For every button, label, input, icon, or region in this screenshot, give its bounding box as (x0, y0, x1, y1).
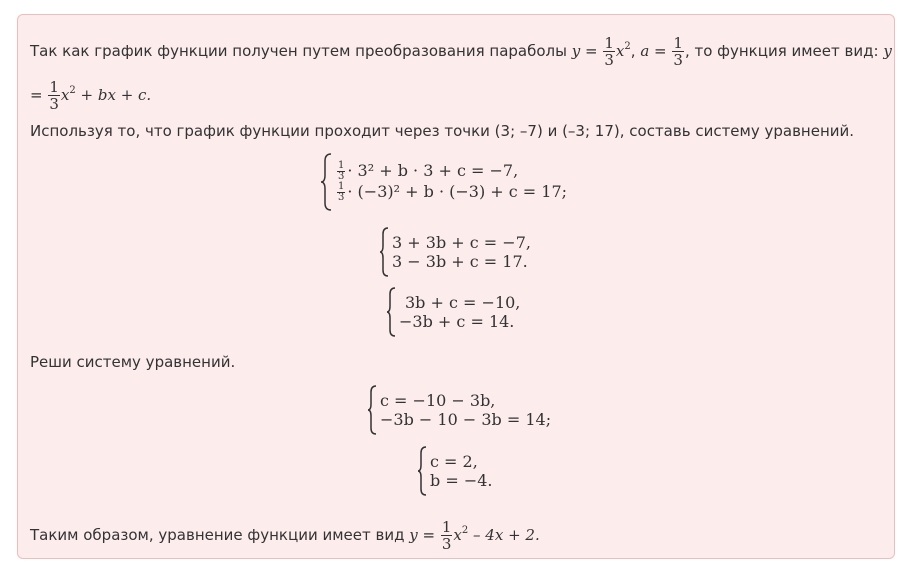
left-brace-icon (320, 153, 332, 211)
left-brace-icon (367, 385, 377, 435)
a-value-fraction: $\frac{1}{3}$ (673, 34, 683, 69)
left-brace-icon (379, 227, 389, 277)
y-variable: y (571, 42, 581, 60)
conclusion-line: Таким образом, уравнение функции имеет вид y = $\frac{1}{3}$ $x^2 - 4x + 2$. (30, 518, 540, 553)
x-variable: x (615, 42, 625, 60)
exponent: 2 (624, 41, 631, 52)
a-variable: a (640, 42, 650, 60)
intro-line-1: Так как график функции получен путем преобразования параболы y = $\frac{1}{3}$ $x^2$, a = $\frac{1}{3}$ , то функция имеет вид: y (30, 34, 892, 69)
using-points-text: Используя то, что график функции проходит через точки (3; –7) и (–3; 17), составь систему уравнений. (30, 122, 855, 140)
system-2-eq-1: 3 + 3b + c = −7, (392, 233, 531, 252)
line2-rest: + bx + c. (80, 86, 152, 104)
intro-line-2: = $\frac{1}{3}$ $x^2$ + bx + c. (30, 78, 152, 113)
one-third-fraction: $\frac{1}{3}$ (604, 34, 614, 69)
solution-card (17, 14, 895, 559)
line2-fraction: $\frac{1}{3}$ (49, 78, 59, 113)
system-4-eq-1: c = −10 − 3b, (380, 391, 496, 410)
intro-text-after: , то функция имеет вид: (684, 42, 879, 60)
left-brace-icon (386, 287, 396, 337)
system-4 (367, 385, 551, 435)
conclusion-text: Таким образом, уравнение функции имеет вид (30, 526, 405, 544)
system-2-eq-2: 3 − 3b + c = 17. (392, 252, 528, 271)
system-5 (417, 446, 493, 496)
solve-text: Реши систему уравнений. (30, 353, 236, 371)
conclusion-rest: – 4x + 2. (473, 526, 540, 544)
conclusion-fraction: $\frac{1}{3}$ (441, 518, 452, 553)
system-3-eq-2: −3b + c = 14. (399, 312, 515, 331)
system-1 (320, 153, 567, 211)
intro-text: Так как график функции получен путем преобразования параболы (30, 42, 567, 60)
system-5-eq-2: b = −4. (430, 471, 493, 490)
system-3-eq-1: 3b + c = −10, (405, 293, 521, 312)
system-2 (379, 227, 531, 277)
system-3 (386, 287, 520, 337)
left-brace-icon (417, 446, 427, 496)
system-4-eq-2: −3b − 10 − 3b = 14; (380, 410, 552, 429)
system-1-eq-1: $\frac{1}{3}$ · 3² + b · 3 + c = −7, (338, 160, 519, 182)
system-1-eq-2: $\frac{1}{3}$ · (−3)² + b · (−3) + c = 17; (338, 181, 568, 203)
system-5-eq-1: c = 2, (430, 452, 478, 471)
equals-sign: = (585, 42, 598, 60)
